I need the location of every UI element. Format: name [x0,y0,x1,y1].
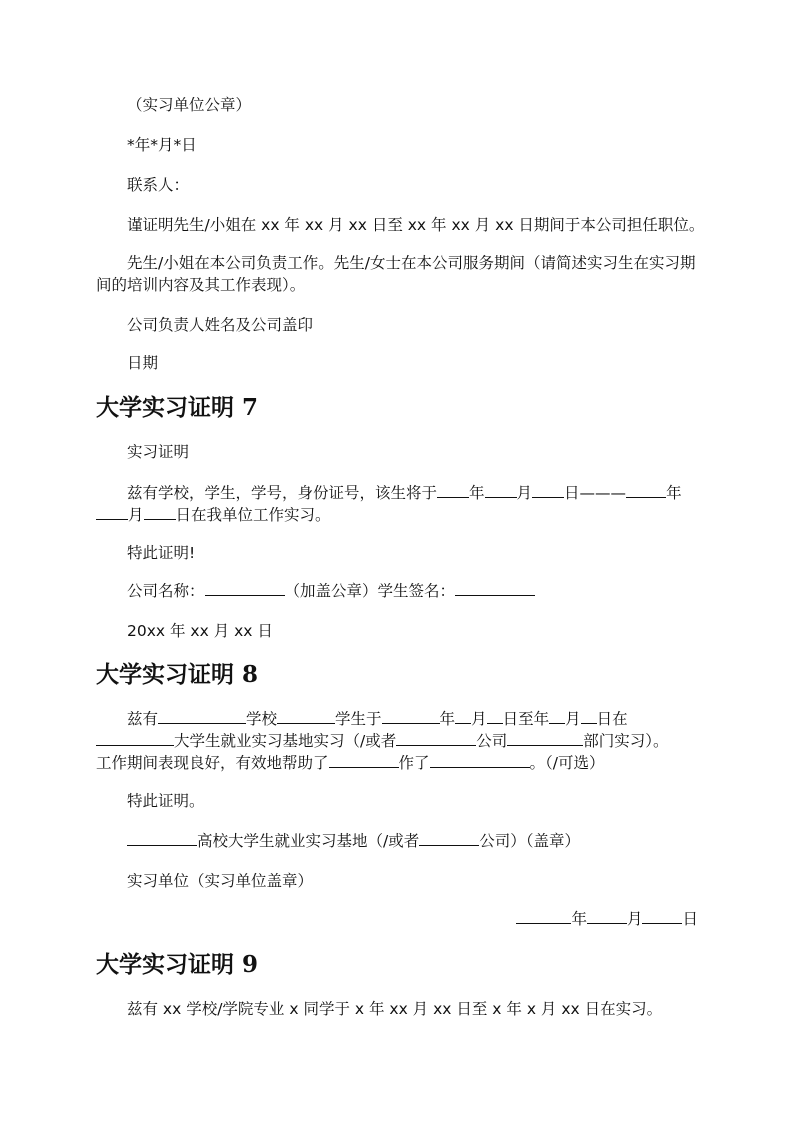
cert7-text: 日在我单位工作实习。 [175,506,331,524]
cert8-unit-line: 实习单位（实习单位盖章） [127,872,314,890]
cert7-text: 日——— [564,484,627,502]
cert8-text: 月 [565,710,581,728]
cert7-company-line [127,580,698,602]
blank-field [437,483,469,498]
blank-field [419,831,479,846]
cert8-text: 学生于 [335,710,382,728]
blank-field [277,709,335,724]
date-month-label: 月 [626,910,643,928]
blank-field [396,731,476,746]
section-heading-9: 大学实习证明 9 [96,951,259,978]
cert8-text: 作了 [398,754,430,772]
section-heading-7: 大学实习证明 7 [96,394,259,421]
cert8-paragraph-line3 [96,752,698,774]
date-year-label: 年 [571,910,587,928]
blank-field [581,709,597,724]
blank-field [96,505,128,520]
cert8-text: 日在 [596,710,628,728]
blank-field [532,483,564,498]
cert8-text: 部门实习）。 [583,732,669,750]
blank-field [127,831,197,846]
cert8-paragraph-line1 [127,708,698,730]
cert7-text: 月 [128,506,144,524]
cert8-paragraph-line2 [96,730,698,752]
blank-field [549,709,565,724]
cert8-text: 。（/可选） [529,754,605,772]
cert8-text: 年 [439,710,456,728]
stamp-signature-label: （加盖公章）学生签名： [284,582,456,600]
certify-paragraph: 谨证明先生/小姐在 xx 年 xx 月 xx 日至 xx 年 xx 月 xx 日期间于本公司担任职位。 [127,216,705,234]
cert8-text: 工作期间表现良好，有效地帮助了 [96,754,329,772]
cert7-date: 20xx 年 xx 月 xx 日 [127,622,273,640]
cert7-text: 年 [666,484,682,502]
blank-field [516,909,571,924]
section-heading-8: 大学实习证明 8 [96,661,259,688]
cert8-text: 公司）（盖章） [479,832,580,850]
blank-field [158,709,246,724]
duty-paragraph: 先生/小姐在本公司负责工作。先生/女士在本公司服务期间（请简述实习生在实习期间的培训内容及其工作表现）。 [96,254,696,294]
cert8-text: 月 [471,710,487,728]
cert8-text: 兹有 [127,710,159,728]
blank-field [430,753,530,768]
cert-title: 实习证明 [127,443,190,461]
blank-field [455,709,471,724]
blank-field [96,731,174,746]
cert8-text: 高校大学生就业实习基地（/或者 [197,832,420,850]
blank-field [487,709,503,724]
blank-field [507,731,583,746]
date-label: 日期 [127,354,159,372]
cert7-text: 兹有学校，学生，学号，身份证号，该生将于 [127,484,438,502]
company-name-blank [205,581,285,596]
cert8-base-line [127,830,698,852]
cert7-text: 年 [469,484,485,502]
cert8-text: 日至年 [502,710,550,728]
company-name-label: 公司名称： [127,582,205,600]
blank-field [626,483,666,498]
blank-field [329,753,399,768]
cert8-text: 公司 [476,732,508,750]
blank-field [485,483,517,498]
cert8-hereby: 特此证明。 [127,792,205,810]
cert7-hereby: 特此证明! [127,544,196,562]
blank-field [144,505,176,520]
cert7-paragraph-line1 [127,482,698,504]
contact-label: 联系人： [127,176,190,194]
cert9-paragraph: 兹有 xx 学校/学院专业 x 同学于 x 年 xx 月 xx 日至 x 年 x 月 xx 日在实习。 [127,1000,663,1018]
date-placeholder: *年*月*日 [127,136,197,154]
cert7-paragraph-line2 [96,504,698,526]
signatory-line: 公司负责人姓名及公司盖印 [127,316,314,334]
cert8-date-line [96,908,698,930]
blank-field [382,709,440,724]
cert7-text: 月 [516,484,533,502]
date-day-label: 日 [682,910,698,928]
seal-placeholder: （实习单位公章） [127,96,252,114]
cert8-text: 大学生就业实习基地实习（/或者 [174,732,397,750]
student-signature-blank [455,581,535,596]
blank-field [642,909,682,924]
blank-field [587,909,627,924]
cert8-text: 学校 [246,710,278,728]
